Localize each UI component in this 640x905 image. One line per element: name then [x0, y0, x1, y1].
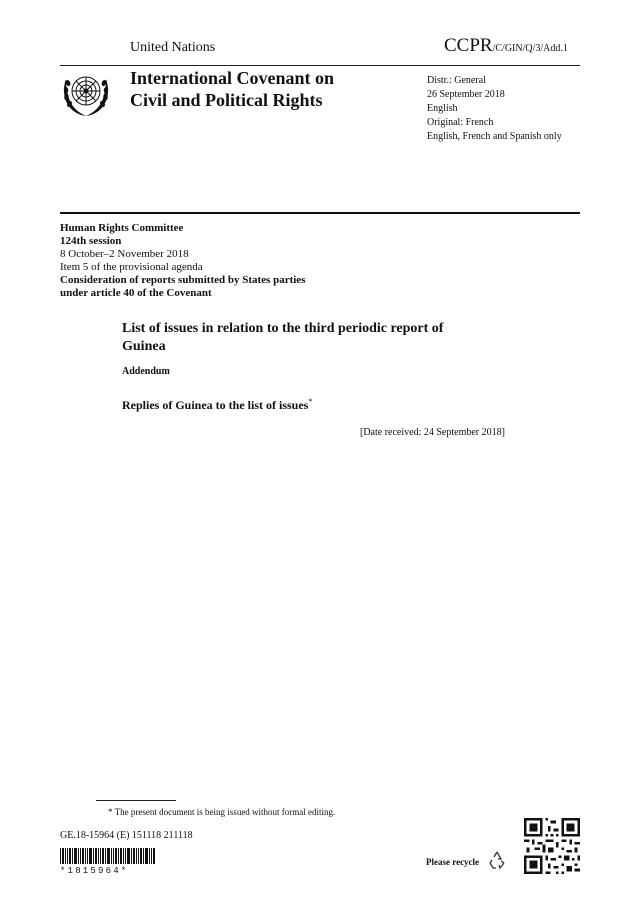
footnote-marker: * — [308, 397, 313, 406]
covenant-title — [130, 67, 390, 111]
covenant-title-line2: Civil and Political Rights — [130, 90, 323, 110]
job-number: GE.18-15964 (E) 151118 211118 — [60, 830, 193, 841]
document-symbol-main: CCPR — [444, 35, 493, 56]
recycle-icon — [486, 849, 508, 871]
distr-date: 26 September 2018 — [427, 89, 505, 100]
section-divider — [60, 212, 580, 214]
distribution-block — [427, 74, 562, 144]
session-dates: 8 October–2 November 2018 — [60, 248, 189, 260]
document-symbol-suffix: /C/GIN/Q/3/Add.1 — [492, 43, 568, 54]
barcode-icon — [60, 848, 155, 864]
footnote-divider — [96, 800, 176, 801]
qr-code-icon — [524, 818, 580, 874]
un-emblem-icon — [60, 67, 112, 119]
barcode-text: *1815964* — [60, 866, 129, 876]
replies-heading — [122, 397, 312, 413]
session: 124th session — [60, 235, 122, 247]
distr-language: English — [427, 103, 458, 114]
agenda-item: Item 5 of the provisional agenda — [60, 261, 203, 273]
committee-block — [60, 222, 305, 300]
document-title-line1: List of issues in relation to the third periodic report of — [122, 321, 444, 336]
consideration-line1: Consideration of reports submitted by States parties — [60, 274, 306, 286]
replies-text: Replies of Guinea to the list of issues — [122, 398, 309, 412]
document-title-line2: Guinea — [122, 339, 166, 354]
organization-name: United Nations — [130, 40, 216, 55]
date-received: [Date received: 24 September 2018] — [360, 427, 505, 438]
committee-name: Human Rights Committee — [60, 222, 184, 234]
consideration-line2: under article 40 of the Covenant — [60, 287, 212, 299]
recycle-label: Please recycle — [426, 857, 480, 867]
document-symbol — [444, 35, 568, 57]
covenant-title-line1: International Covenant on — [130, 68, 335, 88]
distr-languages: English, French and Spanish only — [427, 131, 562, 142]
distr-general: Distr.: General — [427, 75, 486, 86]
document-title — [122, 320, 522, 356]
addendum-label: Addendum — [122, 366, 170, 377]
distr-original: Original: French — [427, 117, 494, 128]
header-divider — [60, 65, 580, 66]
footnote-text: * The present document is being issued without formal editing. — [108, 807, 336, 817]
